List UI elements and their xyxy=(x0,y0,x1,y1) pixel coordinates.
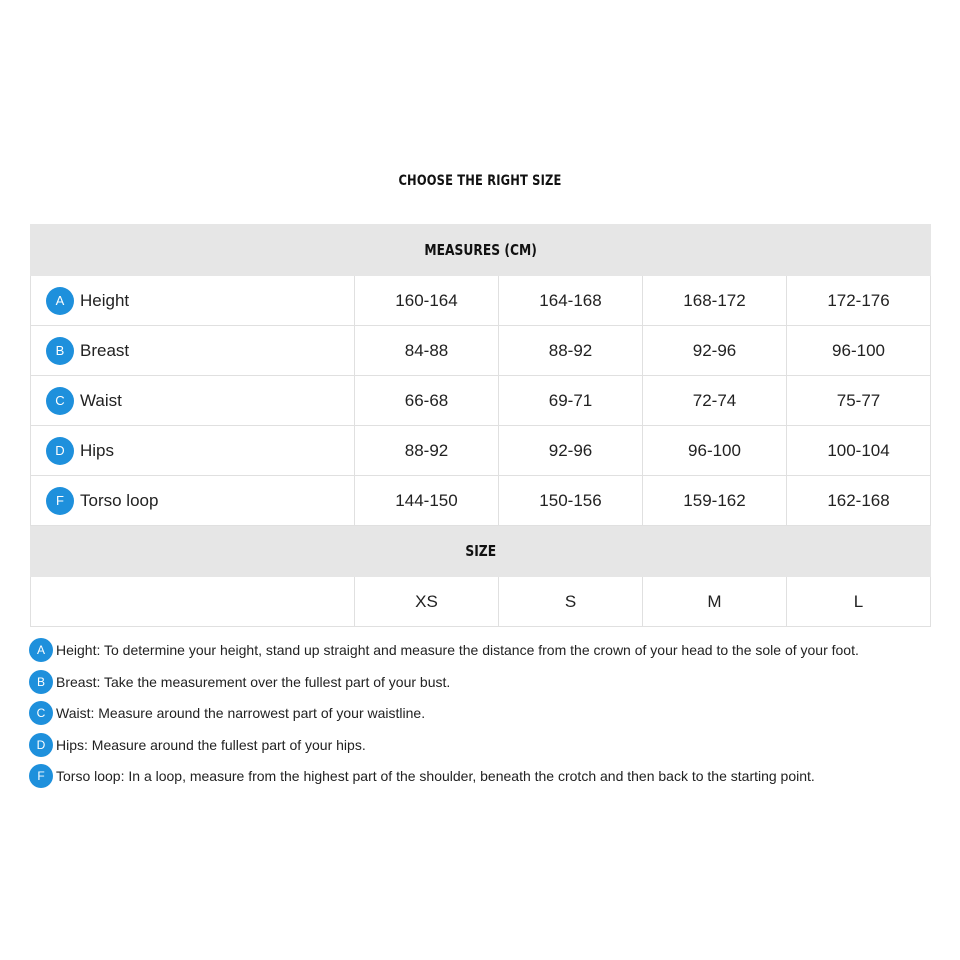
table-cell: 96-100 xyxy=(787,326,931,376)
table-cell: 150-156 xyxy=(499,476,643,526)
table-cell: 88-92 xyxy=(355,426,499,476)
measures-header: MEASURES (CM) xyxy=(31,225,931,276)
table-cell: 159-162 xyxy=(643,476,787,526)
row-label: Breast xyxy=(80,340,130,360)
measurement-notes xyxy=(29,638,949,796)
row-label: Torso loop xyxy=(80,490,159,510)
note-text: Waist: Measure around the narrowest part of your waistline. xyxy=(56,705,426,721)
table-cell: 100-104 xyxy=(787,426,931,476)
badge-c-icon: C xyxy=(29,701,53,725)
table-cell: 162-168 xyxy=(787,476,931,526)
table-cell: 96-100 xyxy=(643,426,787,476)
badge-a-icon: A xyxy=(29,638,53,662)
row-label-cell xyxy=(31,426,355,476)
size-cell: XS xyxy=(355,577,499,627)
table-cell: 168-172 xyxy=(643,276,787,326)
table-cell: 92-96 xyxy=(499,426,643,476)
table-row xyxy=(31,376,931,426)
size-row xyxy=(31,577,931,627)
row-label: Waist xyxy=(80,390,122,410)
size-row-blank-cell xyxy=(31,577,355,627)
badge-a-icon: A xyxy=(46,287,74,315)
size-header-row xyxy=(31,526,931,577)
table-cell: 92-96 xyxy=(643,326,787,376)
row-label-cell xyxy=(31,276,355,326)
row-label-cell xyxy=(31,326,355,376)
table-cell: 84-88 xyxy=(355,326,499,376)
note-item xyxy=(29,670,949,694)
size-cell: M xyxy=(643,577,787,627)
badge-f-icon: F xyxy=(29,764,53,788)
table-cell: 160-164 xyxy=(355,276,499,326)
note-text: Torso loop: In a loop, measure from the highest part of the shoulder, beneath the crotch and then back to the starting point. xyxy=(56,768,815,784)
row-label-cell xyxy=(31,376,355,426)
row-label-cell xyxy=(31,476,355,526)
note-item xyxy=(29,764,949,788)
table-cell: 144-150 xyxy=(355,476,499,526)
note-text: Height: To determine your height, stand up straight and measure the distance from the crown of your head to the sole of your foot. xyxy=(56,642,859,658)
size-cell: S xyxy=(499,577,643,627)
table-cell: 72-74 xyxy=(643,376,787,426)
table-row xyxy=(31,476,931,526)
table-cell: 66-68 xyxy=(355,376,499,426)
page-title: CHOOSE THE RIGHT SIZE xyxy=(398,173,562,189)
table-cell: 69-71 xyxy=(499,376,643,426)
badge-d-icon: D xyxy=(46,437,74,465)
badge-f-icon: F xyxy=(46,487,74,515)
badge-b-icon: B xyxy=(29,670,53,694)
size-header: SIZE xyxy=(31,526,931,577)
note-text: Hips: Measure around the fullest part of your hips. xyxy=(56,736,366,753)
note-item xyxy=(29,701,949,725)
badge-c-icon: C xyxy=(46,387,74,415)
table-row xyxy=(31,276,931,326)
note-item xyxy=(29,733,949,757)
size-chart-table xyxy=(30,224,931,627)
note-text: Breast: Take the measurement over the fullest part of your bust. xyxy=(56,673,451,690)
badge-b-icon: B xyxy=(46,337,74,365)
table-row xyxy=(31,326,931,376)
row-label: Height xyxy=(80,290,130,310)
table-cell: 164-168 xyxy=(499,276,643,326)
row-label: Hips xyxy=(80,440,115,460)
table-cell: 75-77 xyxy=(787,376,931,426)
badge-d-icon: D xyxy=(29,733,53,757)
measures-header-row xyxy=(31,225,931,276)
table-cell: 172-176 xyxy=(787,276,931,326)
note-item xyxy=(29,638,949,662)
table-row xyxy=(31,426,931,476)
table-cell: 88-92 xyxy=(499,326,643,376)
size-cell: L xyxy=(787,577,931,627)
